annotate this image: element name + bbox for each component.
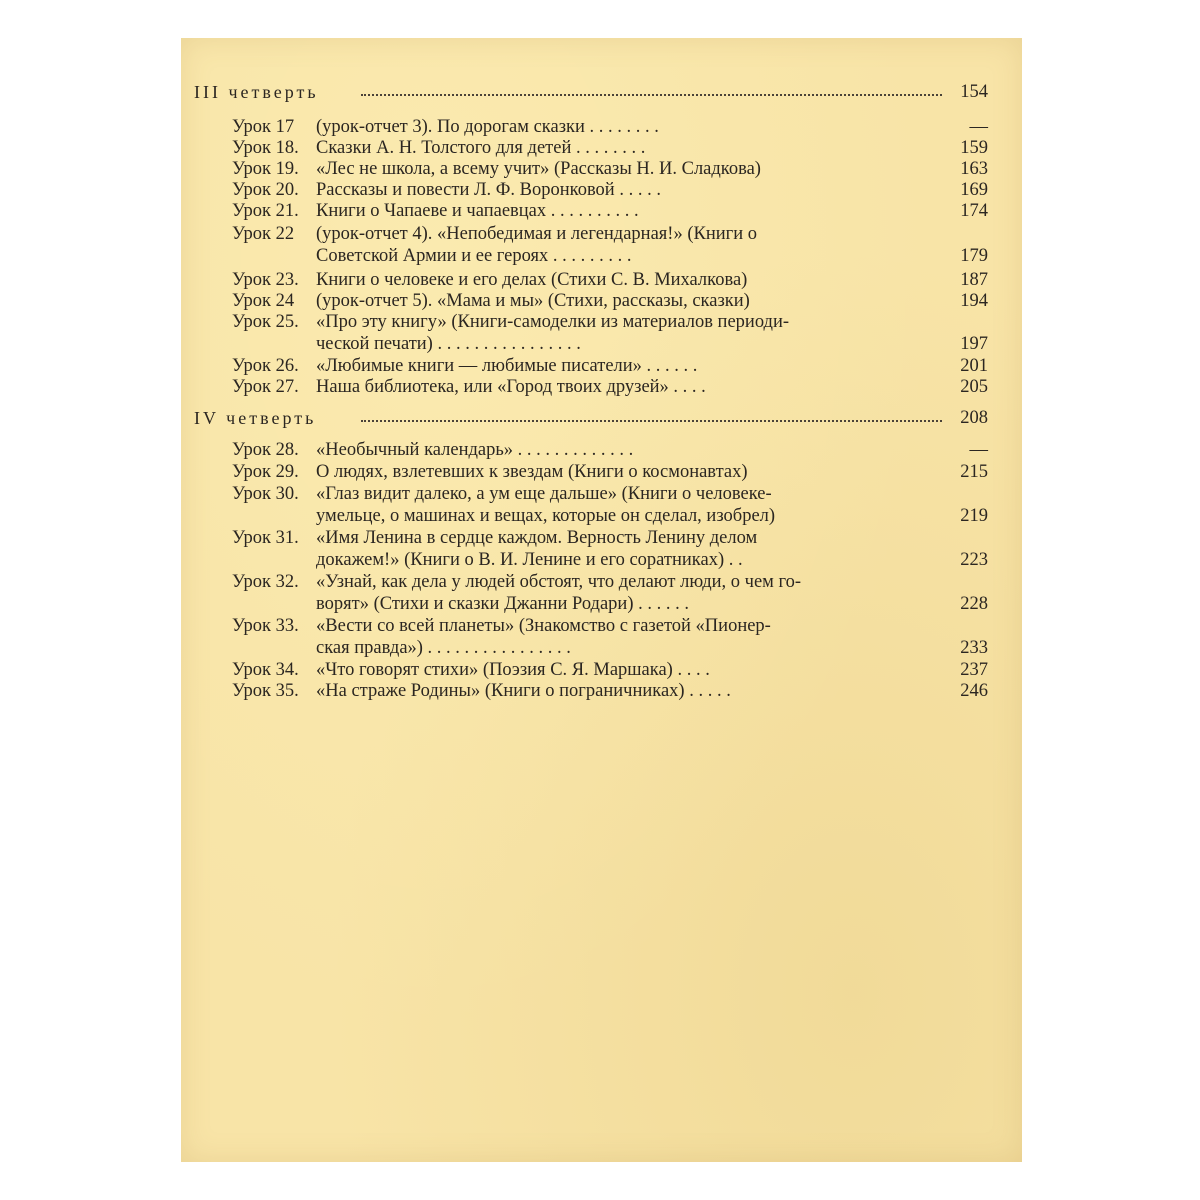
lesson-number: Урок 34. [232, 660, 299, 680]
lesson-title-line: «На страже Родины» (Книги о пограничниках) . . . . . [316, 681, 731, 701]
toc-entry [181, 681, 1022, 703]
entry-page-number: 215 [960, 462, 988, 482]
entry-page-number: 246 [960, 681, 988, 701]
lesson-title-line: «Имя Ленина в сердце каждом. Верность Ленину делом [316, 528, 758, 548]
lesson-number: Урок 19. [232, 159, 299, 179]
toc-entry [181, 440, 1022, 462]
lesson-title-line: «Вести со всей планеты» (Знакомство с газетой «Пионер- [316, 616, 771, 636]
entry-page-number: 159 [960, 138, 988, 158]
lesson-number: Урок 31. [232, 528, 299, 548]
lesson-title-line: «Про эту книгу» (Книги-самоделки из материалов периоди- [316, 312, 790, 332]
section-page-number: 154 [960, 82, 988, 102]
entry-page-number: 219 [960, 506, 988, 526]
lesson-number: Урок 17 [232, 117, 295, 137]
lesson-title-line: (урок-отчет 5). «Мама и мы» (Стихи, рассказы, сказки) [316, 291, 750, 311]
toc-entry [181, 201, 1022, 223]
lesson-title-line: «Лес не школа, а всему учит» (Рассказы Н. И. Сладкова) [316, 159, 761, 179]
section-title: III четверть [194, 82, 319, 102]
section-page-number: 208 [960, 408, 988, 428]
entry-page-number: 169 [960, 180, 988, 200]
lesson-title-line: (урок-отчет 4). «Непобедимая и легендарная!» (Книги о [316, 224, 758, 244]
toc-entry [181, 356, 1022, 378]
lesson-title-line: «Любимые книги — любимые писатели» . . . . . . [316, 356, 698, 376]
entry-first-line [232, 528, 986, 549]
toc-entry [181, 377, 1022, 399]
entry-page-number: 233 [960, 638, 988, 658]
lesson-title-line: «Необычный календарь» . . . . . . . . . . . . . [316, 440, 634, 460]
section-title: IV четверть [194, 408, 317, 428]
toc-entry [181, 180, 1022, 202]
entry-page-number: 205 [960, 377, 988, 397]
lesson-title-line: Книги о человеке и его делах (Стихи С. В. Михалкова) [316, 270, 748, 290]
entry-first-line [232, 616, 986, 637]
toc-entry [181, 291, 1022, 313]
lesson-title-continuation: ская правда») . . . . . . . . . . . . . . . . [316, 638, 571, 658]
toc-entry [181, 312, 1022, 356]
toc-entry [181, 224, 1022, 268]
lesson-title-line: «Узнай, как дела у людей обстоят, что делают люди, о чем го- [316, 572, 802, 592]
leader-dots [361, 420, 942, 422]
toc-entry [181, 270, 1022, 292]
lesson-title-continuation: Советской Армии и ее героях . . . . . . . . . [316, 246, 632, 266]
entry-first-line [232, 440, 986, 461]
toc-entry [181, 616, 1022, 660]
entry-first-line [232, 660, 986, 681]
entry-first-line [232, 312, 986, 333]
lesson-title-line: Наша библиотека, или «Город твоих друзей» . . . . [316, 377, 706, 397]
lesson-number: Урок 28. [232, 440, 299, 460]
lesson-title-line: (урок-отчет 3). По дорогам сказки . . . . . . . . [316, 117, 659, 137]
entry-page-number: 223 [960, 550, 988, 570]
entry-page-number: 174 [960, 201, 988, 221]
lesson-number: Урок 24 [232, 291, 295, 311]
toc-entry [181, 138, 1022, 160]
lesson-number: Урок 27. [232, 377, 299, 397]
toc-entry [181, 462, 1022, 484]
lesson-number: Урок 18. [232, 138, 299, 158]
lesson-number: Урок 32. [232, 572, 299, 592]
entry-first-line [232, 572, 986, 593]
entry-first-line [232, 291, 986, 312]
lesson-title-continuation: ворят» (Стихи и сказки Джанни Родари) . . . . . . [316, 594, 689, 614]
table-of-contents [181, 38, 1022, 1162]
lesson-title-line: «Глаз видит далеко, а ум еще дальше» (Книги о человеке- [316, 484, 772, 504]
entry-first-line [232, 270, 986, 291]
entry-page-number: 228 [960, 594, 988, 614]
entry-page-number: 197 [960, 334, 988, 354]
entry-page-number: 179 [960, 246, 988, 266]
lesson-title-line: Сказки А. Н. Толстого для детей . . . . . . . . [316, 138, 646, 158]
entry-page-number: 194 [960, 291, 988, 311]
toc-entry [181, 117, 1022, 139]
lesson-title-line: Книги о Чапаеве и чапаевцах . . . . . . . . . . [316, 201, 639, 221]
lesson-number: Урок 35. [232, 681, 299, 701]
lesson-number: Урок 33. [232, 616, 299, 636]
lesson-number: Урок 29. [232, 462, 299, 482]
entry-first-line [232, 462, 986, 483]
lesson-title-continuation: умельце, о машинах и вещах, которые он сделал, изобрел) [316, 506, 776, 526]
entry-first-line [232, 681, 986, 702]
lesson-number: Урок 23. [232, 270, 299, 290]
lesson-title-line: «Что говорят стихи» (Поэзия С. Я. Маршака) . . . . [316, 660, 710, 680]
toc-entry [181, 484, 1022, 528]
entry-page-number: 187 [960, 270, 988, 290]
entry-first-line [232, 201, 986, 222]
entry-first-line [232, 356, 986, 377]
entry-first-line [232, 224, 986, 245]
entry-page-number: — [969, 440, 988, 460]
entry-first-line [232, 117, 986, 138]
lesson-number: Урок 25. [232, 312, 299, 332]
lesson-title-continuation: докажем!» (Книги о В. И. Ленине и его соратниках) . . [316, 550, 743, 570]
lesson-number: Урок 20. [232, 180, 299, 200]
entry-first-line [232, 138, 986, 159]
toc-entry [181, 159, 1022, 181]
lesson-title-continuation: ческой печати) . . . . . . . . . . . . . . . . [316, 334, 581, 354]
toc-entry [181, 660, 1022, 682]
toc-entry [181, 528, 1022, 572]
lesson-number: Урок 30. [232, 484, 299, 504]
entry-page-number: 201 [960, 356, 988, 376]
lesson-number: Урок 26. [232, 356, 299, 376]
entry-page-number: 237 [960, 660, 988, 680]
entry-first-line [232, 159, 986, 180]
lesson-title-line: Рассказы и повести Л. Ф. Воронковой . . . . . [316, 180, 661, 200]
entry-page-number: 163 [960, 159, 988, 179]
entry-first-line [232, 377, 986, 398]
book-page [181, 38, 1022, 1162]
entry-first-line [232, 180, 986, 201]
lesson-number: Урок 22 [232, 224, 295, 244]
lesson-title-line: О людях, взлетевших к звездам (Книги о космонавтах) [316, 462, 748, 482]
leader-dots [361, 94, 942, 96]
entry-first-line [232, 484, 986, 505]
lesson-number: Урок 21. [232, 201, 299, 221]
entry-page-number: — [969, 117, 988, 137]
toc-entry [181, 572, 1022, 616]
